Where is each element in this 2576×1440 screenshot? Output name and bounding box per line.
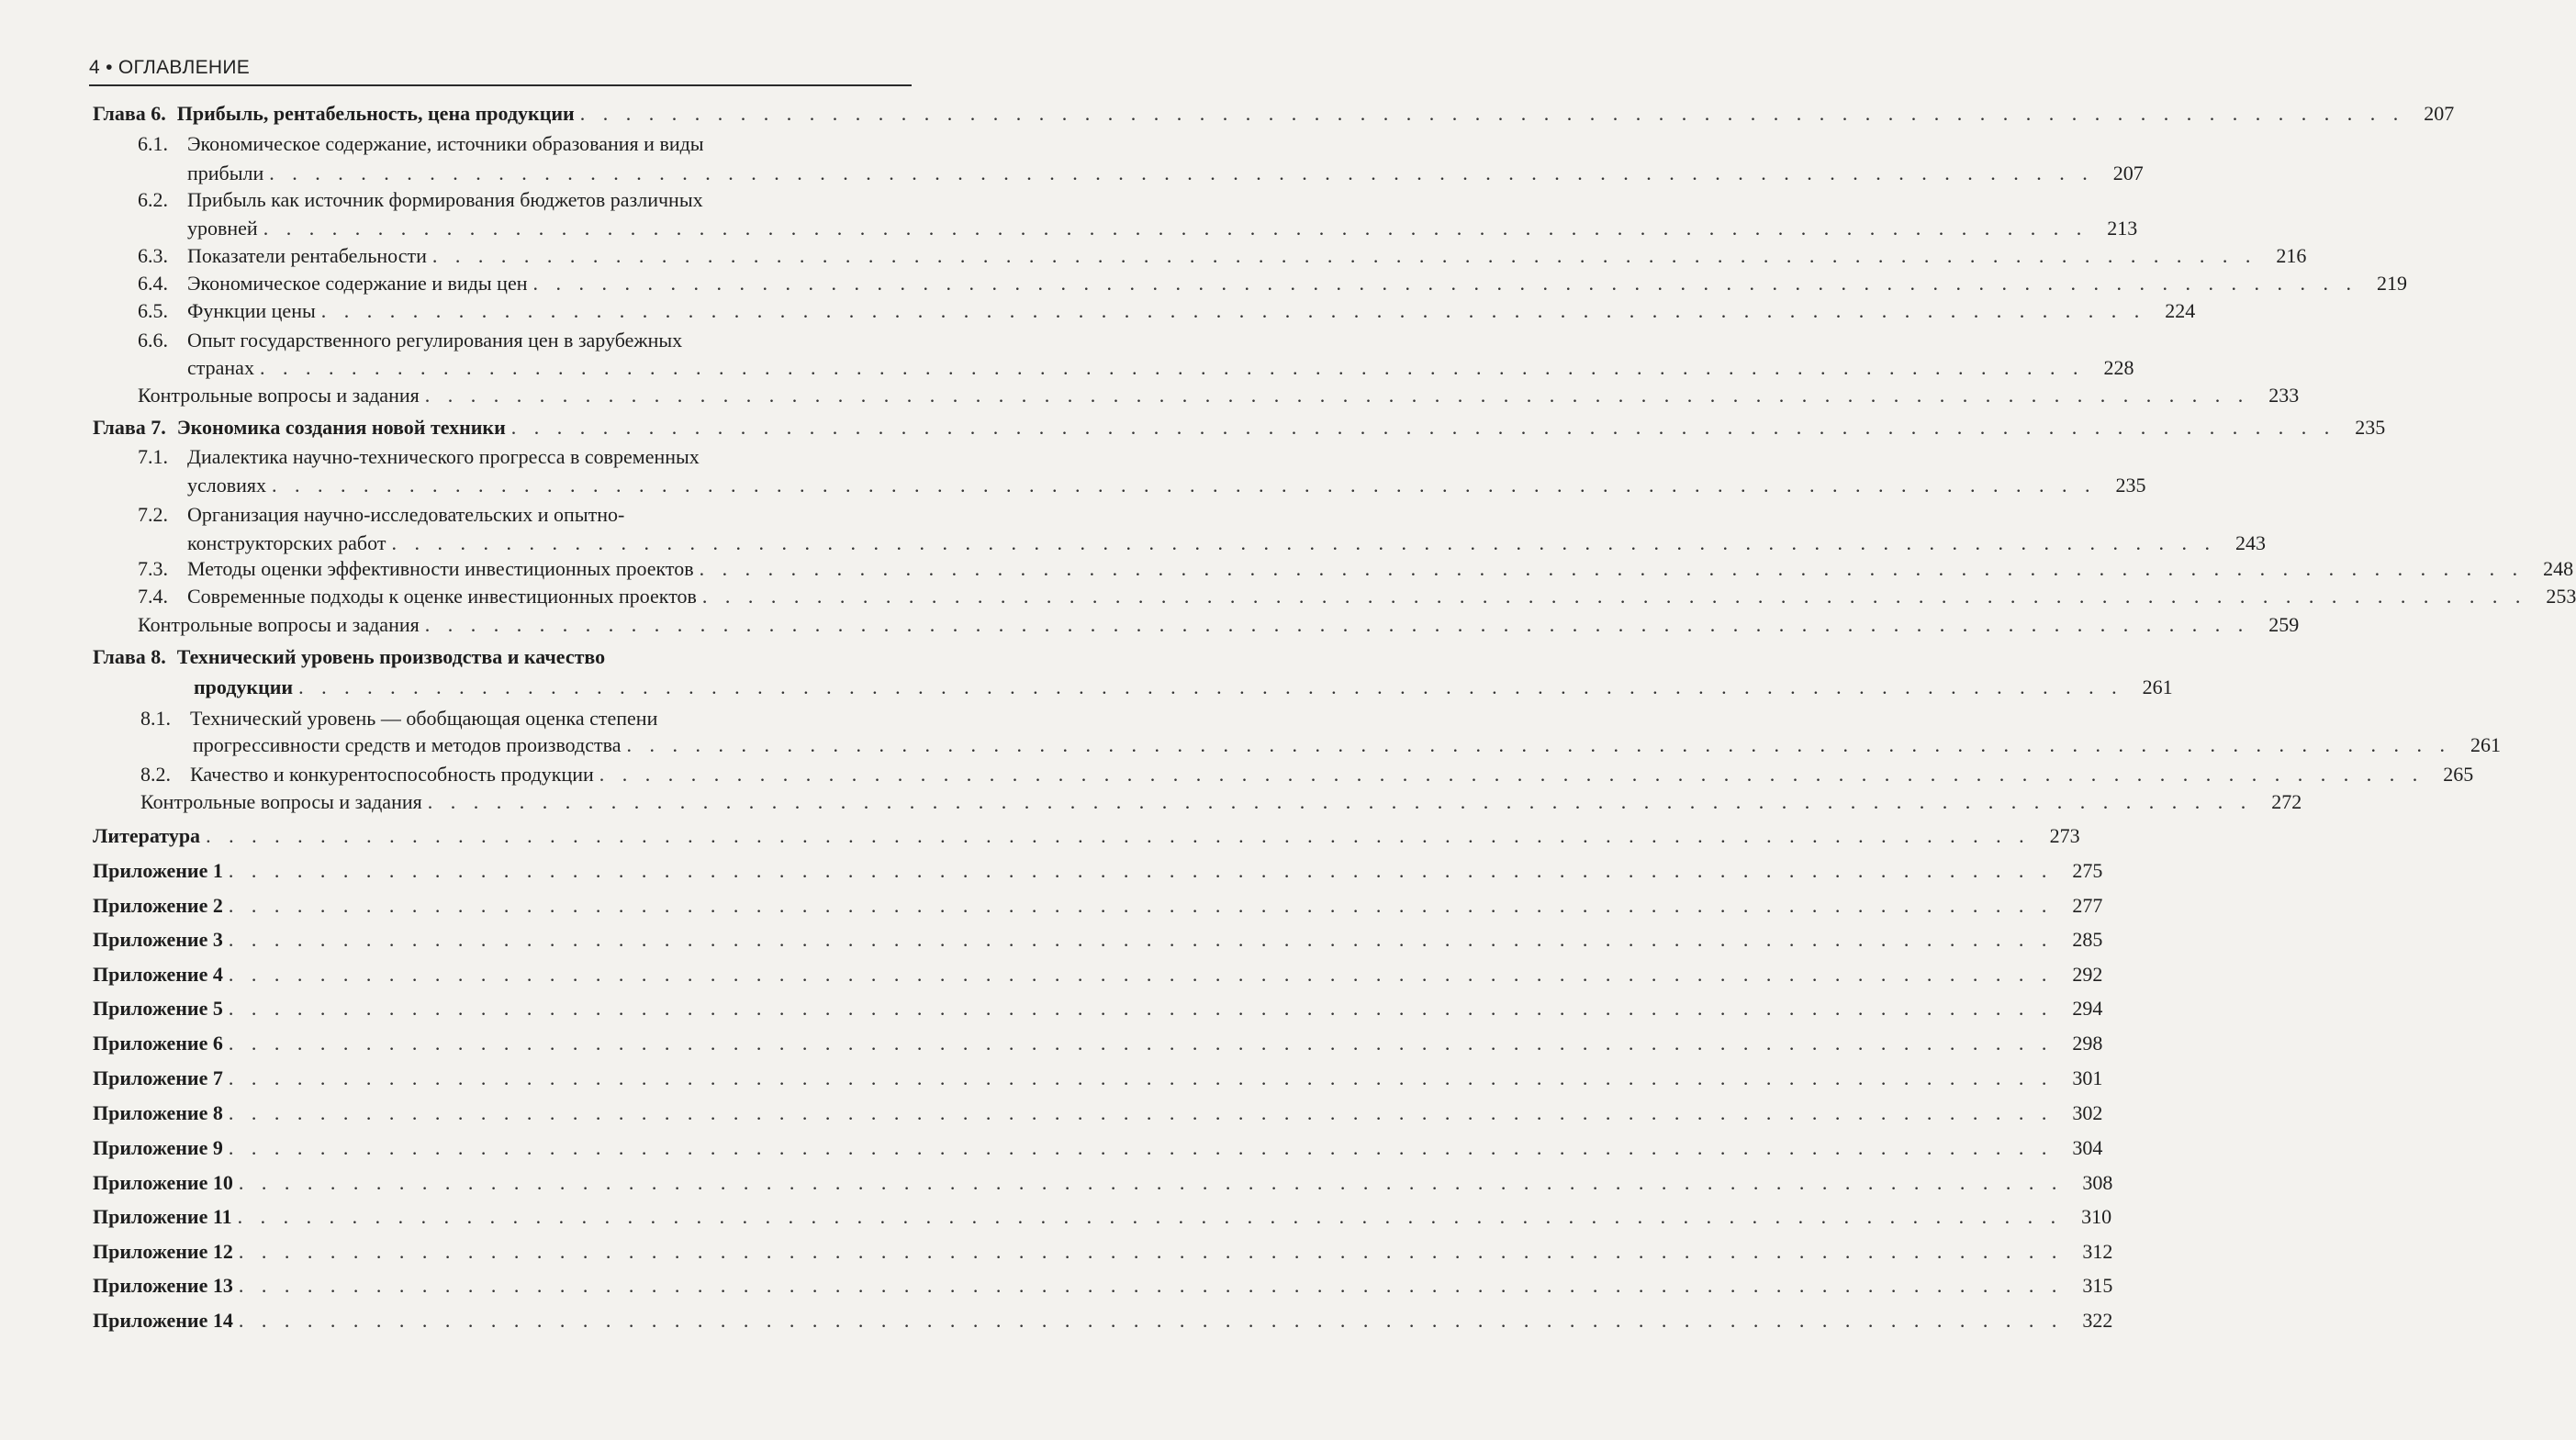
dot-leader: . . . . . . . . . . . . . . . . . . . . . . . . . . . . . . . . . . . . . . . . . . . . . . . . . . . . . . . . . . . . . . . . . . . . . . . . . . . . . . . .	[228, 1101, 2054, 1124]
toc-item-title: Диалектика научно-технического прогресса в современных	[187, 445, 700, 468]
toc-page-number: 308	[2082, 1171, 2113, 1194]
toc-page-number: 301	[2072, 1066, 2103, 1089]
toc-line	[93, 892, 2103, 923]
toc-line	[138, 443, 912, 474]
toc-line	[194, 674, 2173, 705]
toc-page-number: 322	[2082, 1309, 2113, 1332]
toc-line	[93, 1272, 2113, 1303]
dot-leader: . . . . . . . . . . . . . . . . . . . . . . . . . . . . . . . . . . . . . . . . . . . . . . . . . . . . . . . . . . . . . . . . . . . . . . . . . . . . . . . .	[228, 928, 2054, 951]
toc-item-title: Технический уровень производства и качество	[176, 645, 606, 668]
dot-leader: . . . . . . . . . . . . . . . . . . . . . . . . . . . . . . . . . . . . . . . . . . . . . . . . . . . . . . . . . . . . . . . . . . . . . . . . . . . . . . . .	[532, 272, 2358, 295]
toc-line	[187, 354, 2134, 385]
toc-page-number: 207	[2112, 162, 2144, 184]
dot-leader: . . . . . . . . . . . . . . . . . . . . . . . . . . . . . . . . . . . . . . . . . . . . . . . . . . . . . . . . . . . . . . . . . . . . . . . . . . . . . . . .	[228, 1066, 2054, 1089]
toc-item-number: 6.2.	[138, 188, 168, 211]
toc-item-number: 7.1.	[138, 445, 168, 468]
toc-line	[138, 382, 2300, 413]
toc-item-title: уровней	[187, 217, 258, 240]
toc-item-title: Экономическое содержание, источники образования и виды	[187, 132, 704, 155]
page-number: 4	[89, 57, 100, 78]
toc-line	[138, 583, 2576, 614]
dot-leader: . . . . . . . . . . . . . . . . . . . . . . . . . . . . . . . . . . . . . . . . . . . . . . . . . . . . . . . . . . . . . . . . . . . . . . . . . . . . . . . .	[579, 102, 2405, 125]
toc-line	[138, 327, 912, 358]
toc-line	[138, 297, 2196, 329]
toc-line	[93, 643, 912, 675]
toc-item-title: Литература	[93, 824, 201, 847]
dot-leader: . . . . . . . . . . . . . . . . . . . . . . . . . . . . . . . . . . . . . . . . . . . . . . . . . . . . . . . . . . . . . . . . . . . . . . . . . . . . . . . .	[263, 217, 2089, 240]
toc-item-title: Контрольные вопросы и задания	[140, 790, 422, 813]
toc-item-title: Экономика создания новой техники	[176, 416, 506, 439]
toc-page-number: 310	[2081, 1205, 2112, 1228]
toc-item-number: Глава 6.	[93, 102, 166, 125]
toc-item-title: условиях	[187, 474, 267, 497]
toc-item-title: продукции	[194, 675, 294, 698]
dot-leader: . . . . . . . . . . . . . . . . . . . . . . . . . . . . . . . . . . . . . . . . . . . . . . . . . . . . . . . . . . . . . . . . . . . . . . . . . . . . . . . .	[626, 733, 2451, 756]
toc-item-title: Показатели рентабельности	[187, 244, 427, 267]
toc-item-title: Приложение 11	[93, 1205, 232, 1228]
toc-line	[93, 1203, 2112, 1234]
toc-page-number: 259	[2268, 613, 2300, 636]
toc-page-number: 216	[2276, 244, 2307, 267]
dot-leader: . . . . . . . . . . . . . . . . . . . . . . . . . . . . . . . . . . . . . . . . . . . . . . . . . . . . . . . . . . . . . . . . . . . . . . . . . . . . . . . .	[427, 790, 2253, 813]
toc-page-number: 294	[2072, 997, 2103, 1020]
toc-item-title: Приложение 8	[93, 1101, 223, 1124]
toc-page-number: 275	[2072, 859, 2103, 882]
toc-page-number: 235	[2115, 474, 2146, 497]
toc-item-title: Опыт государственного регулирования цен в зарубежных	[187, 329, 683, 352]
toc-item-number: 6.1.	[138, 132, 168, 155]
toc-line	[138, 242, 2307, 273]
toc-page-number: 228	[2103, 356, 2134, 379]
toc-item-title: Контрольные вопросы и задания	[138, 613, 420, 636]
dot-leader: . . . . . . . . . . . . . . . . . . . . . . . . . . . . . . . . . . . . . . . . . . . . . . . . . . . . . . . . . . . . . . . . . . . . . . . . . . . . . . . .	[228, 997, 2054, 1020]
toc-item-number: 7.4.	[138, 585, 168, 608]
toc-item-title: Прибыль как источник формирования бюджетов различных	[187, 188, 703, 211]
dot-leader: . . . . . . . . . . . . . . . . . . . . . . . . . . . . . . . . . . . . . . . . . . . . . . . . . . . . . . . . . . . . . . . . . . . . . . . . . . . . . . . .	[206, 824, 2031, 847]
toc-item-title: Методы оценки эффективности инвестиционных проектов	[187, 557, 694, 580]
dot-leader: . . . . . . . . . . . . . . . . . . . . . . . . . . . . . . . . . . . . . . . . . . . . . . . . . . . . . . . . . . . . . . . . . . . . . . . . . . . . . . . .	[510, 416, 2336, 439]
toc-item-number: 6.5.	[138, 299, 168, 322]
toc-item-number: 6.4.	[138, 272, 168, 295]
toc-page-number: 233	[2268, 384, 2300, 407]
toc-page-number: 304	[2072, 1136, 2103, 1159]
toc-line	[93, 100, 2455, 131]
dot-leader: . . . . . . . . . . . . . . . . . . . . . . . . . . . . . . . . . . . . . . . . . . . . . . . . . . . . . . . . . . . . . . . . . . . . . . . . . . . . . . . .	[228, 859, 2054, 882]
toc-page-number: 219	[2376, 272, 2407, 295]
header-rule	[89, 84, 912, 86]
bullet: •	[106, 57, 113, 78]
toc-page-number: 213	[2107, 217, 2138, 240]
toc-line	[93, 1169, 2113, 1200]
toc-page-number: 285	[2072, 928, 2103, 951]
toc-item-title: Контрольные вопросы и задания	[138, 384, 420, 407]
toc-line	[138, 501, 912, 532]
toc-item-title: Технический уровень — обобщающая оценка степени	[190, 707, 658, 730]
toc-item-number: 6.3.	[138, 244, 168, 267]
toc-line	[140, 761, 2474, 792]
toc-page-number: 298	[2072, 1032, 2103, 1055]
toc-item-title: Приложение 5	[93, 997, 223, 1020]
dot-leader: . . . . . . . . . . . . . . . . . . . . . . . . . . . . . . . . . . . . . . . . . . . . . . . . . . . . . . . . . . . . . . . . . . . . . . . . . . . . . . . .	[228, 963, 2054, 986]
toc-line	[138, 555, 2574, 586]
toc-line	[187, 472, 2146, 503]
toc-item-title: странах	[187, 356, 254, 379]
toc-item-number: 8.1.	[140, 707, 171, 730]
toc-line	[187, 215, 2138, 246]
toc-page-number: 207	[2424, 102, 2455, 125]
toc-line	[93, 822, 2080, 854]
dot-leader: . . . . . . . . . . . . . . . . . . . . . . . . . . . . . . . . . . . . . . . . . . . . . . . . . . . . . . . . . . . . . . . . . . . . . . . . . . . . . . . .	[272, 474, 2097, 497]
toc-line	[93, 1134, 2103, 1166]
toc-item-title: конструкторских работ	[187, 531, 386, 554]
toc-page-number: 292	[2072, 963, 2103, 986]
dot-leader: . . . . . . . . . . . . . . . . . . . . . . . . . . . . . . . . . . . . . . . . . . . . . . . . . . . . . . . . . . . . . . . . . . . . . . . . . . . . . . . .	[424, 613, 2250, 636]
toc-line	[140, 788, 2302, 820]
page-title: ОГЛАВЛЕНИЕ	[118, 57, 251, 78]
toc-item-number: 6.6.	[138, 329, 168, 352]
toc-item-number: 7.2.	[138, 503, 168, 526]
toc-line	[138, 186, 912, 218]
running-head	[89, 57, 250, 79]
toc-line	[93, 1100, 2103, 1131]
toc-item-title: Экономическое содержание и виды цен	[187, 272, 528, 295]
dot-leader: . . . . . . . . . . . . . . . . . . . . . . . . . . . . . . . . . . . . . . . . . . . . . . . . . . . . . . . . . . . . . . . . . . . . . . . . . . . . . . . .	[238, 1240, 2064, 1263]
toc-item-title: Приложение 3	[93, 928, 223, 951]
toc-line	[93, 1238, 2113, 1269]
dot-leader: . . . . . . . . . . . . . . . . . . . . . . . . . . . . . . . . . . . . . . . . . . . . . . . . . . . . . . . . . . . . . . . . . . . . . . . . . . . . . . . .	[228, 1136, 2054, 1159]
dot-leader: . . . . . . . . . . . . . . . . . . . . . . . . . . . . . . . . . . . . . . . . . . . . . . . . . . . . . . . . . . . . . . . . . . . . . . . . . . . . . . . .	[391, 531, 2216, 554]
toc-item-number: 8.2.	[140, 763, 171, 786]
toc-line	[93, 926, 2103, 957]
toc-line	[93, 414, 2386, 445]
dot-leader: . . . . . . . . . . . . . . . . . . . . . . . . . . . . . . . . . . . . . . . . . . . . . . . . . . . . . . . . . . . . . . . . . . . . . . . . . . . . . . . .	[228, 894, 2054, 917]
toc-line	[93, 961, 2103, 992]
toc-item-title: Приложение 2	[93, 894, 223, 917]
dot-leader: . . . . . . . . . . . . . . . . . . . . . . . . . . . . . . . . . . . . . . . . . . . . . . . . . . . . . . . . . . . . . . . . . . . . . . . . . . . . . . . .	[298, 675, 2123, 698]
toc-item-title: Приложение 9	[93, 1136, 223, 1159]
toc-item-title: Прибыль, рентабельность, цена продукции	[176, 102, 575, 125]
toc-page-number: 253	[2546, 585, 2576, 608]
toc-page-number: 224	[2165, 299, 2196, 322]
dot-leader: . . . . . . . . . . . . . . . . . . . . . . . . . . . . . . . . . . . . . . . . . . . . . . . . . . . . . . . . . . . . . . . . . . . . . . . . . . . . . . . .	[424, 384, 2250, 407]
toc-line	[93, 1065, 2103, 1096]
toc-page-number: 312	[2082, 1240, 2113, 1263]
toc-page-number: 315	[2082, 1274, 2113, 1297]
toc-line	[138, 130, 912, 162]
toc-item-number: Глава 8.	[93, 645, 166, 668]
toc-page-number: 302	[2072, 1101, 2103, 1124]
toc-item-title: Приложение 10	[93, 1171, 233, 1194]
toc-item-number: Глава 7.	[93, 416, 166, 439]
dot-leader: . . . . . . . . . . . . . . . . . . . . . . . . . . . . . . . . . . . . . . . . . . . . . . . . . . . . . . . . . . . . . . . . . . . . . . . . . . . . . . . .	[238, 1309, 2064, 1332]
toc-item-title: прибыли	[187, 162, 264, 184]
dot-leader: . . . . . . . . . . . . . . . . . . . . . . . . . . . . . . . . . . . . . . . . . . . . . . . . . . . . . . . . . . . . . . . . . . . . . . . . . . . . . . . .	[431, 244, 2257, 267]
toc-line	[138, 611, 2300, 642]
toc-page-number: 261	[2142, 675, 2173, 698]
dot-leader: . . . . . . . . . . . . . . . . . . . . . . . . . . . . . . . . . . . . . . . . . . . . . . . . . . . . . . . . . . . . . . . . . . . . . . . . . . . . . . . .	[599, 763, 2425, 786]
toc-item-title: Приложение 14	[93, 1309, 233, 1332]
dot-leader: . . . . . . . . . . . . . . . . . . . . . . . . . . . . . . . . . . . . . . . . . . . . . . . . . . . . . . . . . . . . . . . . . . . . . . . . . . . . . . . .	[699, 557, 2525, 580]
toc-page-number: 265	[2443, 763, 2474, 786]
toc-page-number: 261	[2470, 733, 2501, 756]
dot-leader: . . . . . . . . . . . . . . . . . . . . . . . . . . . . . . . . . . . . . . . . . . . . . . . . . . . . . . . . . . . . . . . . . . . . . . . . . . . . . . . .	[269, 162, 2094, 184]
dot-leader: . . . . . . . . . . . . . . . . . . . . . . . . . . . . . . . . . . . . . . . . . . . . . . . . . . . . . . . . . . . . . . . . . . . . . . . . . . . . . . . .	[237, 1205, 2063, 1228]
toc-line	[93, 1030, 2103, 1061]
toc-page-number: 277	[2072, 894, 2103, 917]
dot-leader: . . . . . . . . . . . . . . . . . . . . . . . . . . . . . . . . . . . . . . . . . . . . . . . . . . . . . . . . . . . . . . . . . . . . . . . . . . . . . . . .	[228, 1032, 2054, 1055]
toc-item-number: 7.3.	[138, 557, 168, 580]
dot-leader: . . . . . . . . . . . . . . . . . . . . . . . . . . . . . . . . . . . . . . . . . . . . . . . . . . . . . . . . . . . . . . . . . . . . . . . . . . . . . . . .	[238, 1171, 2064, 1194]
toc-line	[93, 857, 2103, 888]
toc-item-title: Приложение 4	[93, 963, 223, 986]
toc-line	[138, 270, 2407, 301]
toc-item-title: Приложение 1	[93, 859, 223, 882]
toc-item-title: Приложение 12	[93, 1240, 233, 1263]
toc-item-title: Приложение 7	[93, 1066, 223, 1089]
toc-item-title: Организация научно-исследовательских и опытно-	[187, 503, 625, 526]
toc-page-number: 273	[2049, 824, 2080, 847]
dot-leader: . . . . . . . . . . . . . . . . . . . . . . . . . . . . . . . . . . . . . . . . . . . . . . . . . . . . . . . . . . . . . . . . . . . . . . . . . . . . . . . .	[259, 356, 2085, 379]
toc-page-number: 235	[2355, 416, 2386, 439]
toc-line	[93, 1307, 2113, 1338]
dot-leader: . . . . . . . . . . . . . . . . . . . . . . . . . . . . . . . . . . . . . . . . . . . . . . . . . . . . . . . . . . . . . . . . . . . . . . . . . . . . . . . .	[320, 299, 2146, 322]
toc-item-title: Приложение 13	[93, 1274, 233, 1297]
toc-line	[93, 995, 2103, 1026]
toc-item-title: Качество и конкурентоспособность продукции	[190, 763, 594, 786]
dot-leader: . . . . . . . . . . . . . . . . . . . . . . . . . . . . . . . . . . . . . . . . . . . . . . . . . . . . . . . . . . . . . . . . . . . . . . . . . . . . . . . .	[701, 585, 2527, 608]
toc-line	[193, 731, 2501, 763]
toc-page-number: 272	[2271, 790, 2302, 813]
toc-item-title: Приложение 6	[93, 1032, 223, 1055]
toc-item-title: Функции цены	[187, 299, 316, 322]
toc-item-title: Современные подходы к оценке инвестиционных проектов	[187, 585, 697, 608]
toc-page-number: 243	[2234, 531, 2266, 554]
dot-leader: . . . . . . . . . . . . . . . . . . . . . . . . . . . . . . . . . . . . . . . . . . . . . . . . . . . . . . . . . . . . . . . . . . . . . . . . . . . . . . . .	[238, 1274, 2064, 1297]
toc-page-number: 248	[2543, 557, 2574, 580]
toc-item-title: прогрессивности средств и методов производства	[193, 733, 622, 756]
